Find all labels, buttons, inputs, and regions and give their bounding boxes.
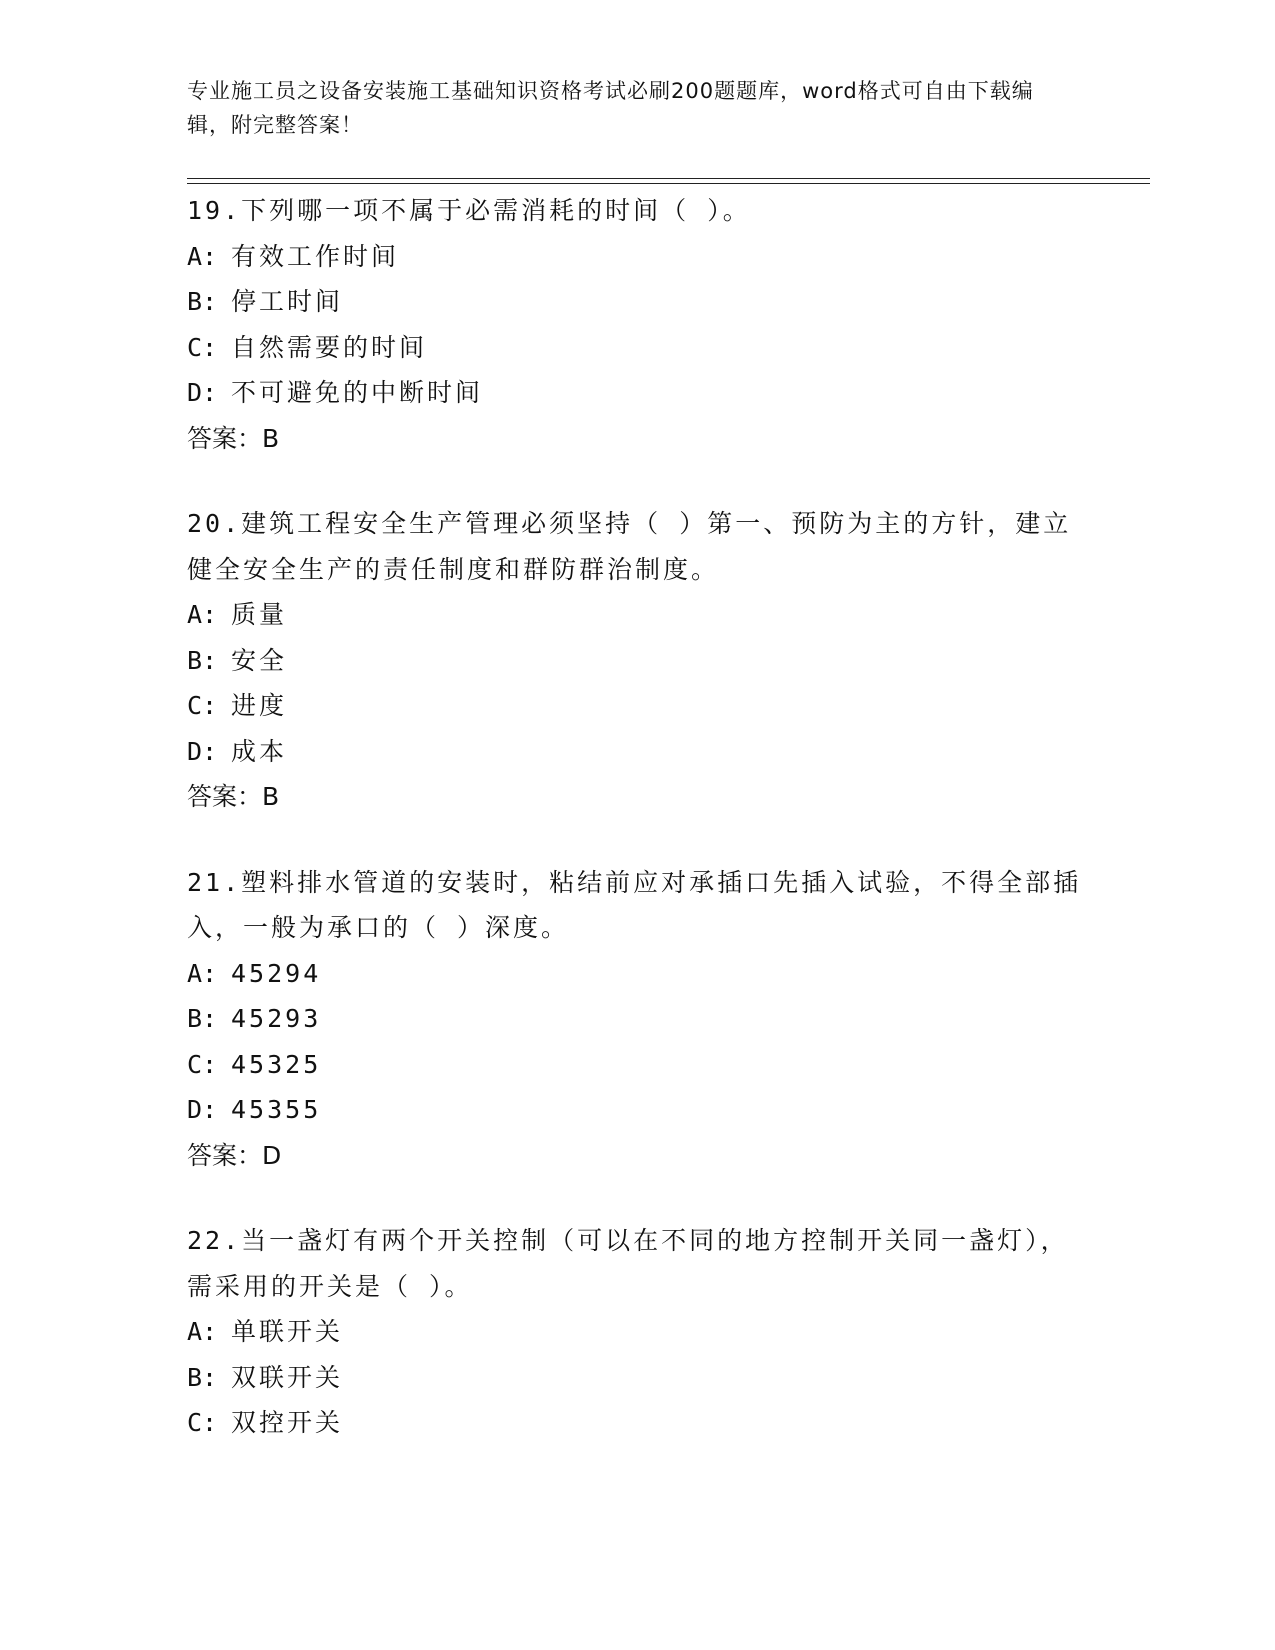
- option-key: B:: [187, 287, 218, 316]
- document-header: 专业施工员之设备安装施工基础知识资格考试必刷200题题库，word格式可自由下载编辑，附完整答案！: [187, 79, 1034, 137]
- answer-line: 答案：B: [187, 423, 280, 453]
- option-text: 不可避免的中断时间: [231, 378, 484, 407]
- option-b: [187, 279, 1087, 325]
- option-a: [187, 1309, 1087, 1355]
- option-key: C:: [187, 1049, 218, 1079]
- question-22: [187, 1218, 1087, 1446]
- option-text: 有效工作时间: [231, 241, 400, 271]
- option-key: A:: [187, 1317, 218, 1346]
- answer-line: 答案：B: [187, 782, 280, 811]
- option-key: B:: [187, 1362, 218, 1392]
- option-text: 45293: [231, 1004, 322, 1033]
- question-20: [187, 501, 1087, 820]
- option-key: A:: [187, 958, 218, 988]
- option-text: 双控开关: [231, 1408, 344, 1437]
- answer-line: 答案：D: [187, 1140, 282, 1170]
- option-key: C:: [187, 691, 218, 720]
- option-d: [187, 1087, 1087, 1133]
- option-text: 45294: [231, 958, 322, 988]
- header-rule-top: [187, 178, 1150, 179]
- option-key: D:: [187, 1095, 218, 1124]
- option-key: A:: [187, 600, 218, 629]
- option-c: [187, 1400, 1087, 1446]
- question-list: [187, 188, 1087, 1486]
- option-key: B:: [187, 1004, 218, 1033]
- option-c: [187, 325, 1087, 371]
- option-d: [187, 370, 1087, 416]
- option-key: D:: [187, 378, 218, 407]
- option-text: 安全: [231, 645, 288, 675]
- question-stem: 19.下列哪一项不属于必需消耗的时间（ ）。: [187, 196, 751, 225]
- question-stem: 21.塑料排水管道的安装时，粘结前应对承插口先插入试验，不得全部插入，一般为承口的（ ）深度。: [187, 867, 1082, 942]
- option-b: [187, 996, 1087, 1042]
- option-d: [187, 729, 1087, 775]
- option-text: 进度: [231, 691, 288, 720]
- option-c: [187, 683, 1087, 729]
- option-a: [187, 234, 1087, 280]
- question-19: [187, 188, 1087, 461]
- option-text: 双联开关: [231, 1362, 344, 1392]
- option-b: [187, 1355, 1087, 1401]
- header-rule-bottom: [187, 183, 1150, 184]
- option-c: [187, 1042, 1087, 1088]
- question-stem: 20.建筑工程安全生产管理必须坚持（ ）第一、预防为主的方针，建立健全安全生产的责任制度和群防群治制度。: [187, 509, 1072, 584]
- option-key: B:: [187, 645, 218, 675]
- option-text: 45325: [231, 1049, 322, 1079]
- option-b: [187, 638, 1087, 684]
- option-key: A:: [187, 241, 218, 271]
- option-text: 单联开关: [231, 1317, 344, 1346]
- question-stem: 22.当一盏灯有两个开关控制（可以在不同的地方控制开关同一盏灯），需采用的开关是（ ）。: [187, 1226, 1069, 1301]
- option-text: 停工时间: [231, 287, 344, 316]
- option-key: C:: [187, 332, 218, 362]
- option-key: D:: [187, 736, 218, 766]
- question-21: [187, 860, 1087, 1179]
- option-text: 成本: [231, 736, 288, 766]
- option-text: 质量: [231, 600, 288, 629]
- option-a: [187, 951, 1087, 997]
- option-a: [187, 592, 1087, 638]
- option-text: 自然需要的时间: [231, 332, 428, 362]
- option-key: C:: [187, 1408, 218, 1437]
- option-text: 45355: [231, 1095, 322, 1124]
